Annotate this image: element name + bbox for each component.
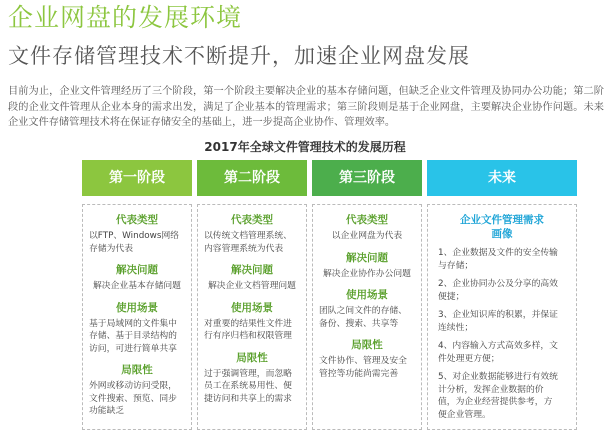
intro-paragraph: 目前为止，企业文件管理经历了三个阶段，第一个阶段主要解决企业的基本存储问题，但缺乏企业文件管理及协同办公功能；第二阶段的企业文件管理从企业本身的需求出发，满足了企业基本的管理需求；第三阶段则是基于企业网盘，主要解决企业协作问题。未来企业文件存储管理技术将在保证存储安全的基础上，进一步提高企业协作、管理效率。 [8, 86, 604, 128]
table-title: 2017年全球文件管理技术的发展历程 [204, 140, 406, 154]
typical-text-3: 以企业网盘为代表 [331, 231, 403, 241]
future-header [427, 160, 577, 196]
limit-label-3: 局限性 [351, 339, 383, 351]
future-body [427, 204, 577, 430]
future-label: 企业文件管理需求画像 [460, 214, 544, 240]
future-item-5: 5、对企业数据能够进行有效统计分析，发挥企业数据的价值，为企业经营提供参考，方便企业管理。 [438, 372, 558, 420]
limit-text-2: 过于强调管理，而忽略员工在系统易用性、便捷访问和共享上的需求 [204, 368, 292, 404]
problem-label-1: 解决问题 [116, 264, 158, 276]
typical-label-2: 代表类型 [231, 214, 273, 226]
typical-label-3: 代表类型 [346, 214, 388, 226]
future-item-2: 2、企业协同办公及分享的高效便捷； [438, 279, 558, 302]
future-name: 未来 [488, 170, 516, 186]
page-title: 企业网盘的发展环境 [8, 3, 243, 32]
limit-text-1: 外网或移动访问受限，文件搜索、预览、同步功能缺乏 [89, 381, 177, 416]
future-item-3: 3、企业知识库的积累，并保证连续性； [438, 310, 558, 333]
typical-text-2: 以传统文档管理系统、内容管理系统为代表 [204, 231, 292, 254]
stage-name-1: 第一阶段 [109, 170, 165, 186]
scene-label-3: 使用场景 [346, 289, 388, 301]
typical-label-1: 代表类型 [116, 214, 158, 226]
scene-label-1: 使用场景 [116, 301, 158, 314]
stage-name-3: 第三阶段 [339, 170, 395, 186]
stage-header-1 [82, 160, 192, 196]
stage-body-1 [82, 204, 192, 430]
problem-text-1: 解决企业基本存储问题 [93, 281, 181, 291]
limit-text-3: 文件协作、管理及安全管控等功能尚需完善 [319, 356, 407, 379]
limit-label-1: 局限性 [121, 364, 153, 376]
problem-text-3: 解决企业协作办公问题 [323, 268, 411, 279]
stage-body-3 [312, 204, 422, 430]
limit-label-2: 局限性 [236, 351, 268, 364]
stage-name-2: 第二阶段 [224, 170, 280, 186]
scene-text-1: 基于局域网的文件集中存储、基于目录结构的访问，可进行简单共享 [89, 318, 177, 354]
page-subtitle: 文件存储管理技术不断提升，加速企业网盘发展 [8, 44, 470, 68]
problem-text-2: 解决企业文档管理问题 [208, 281, 296, 291]
stage-column-2 [197, 160, 307, 430]
future-item-4: 4、内容输入方式高效多样，文件处理更方便； [438, 341, 558, 364]
stage-column-1 [82, 160, 192, 430]
typical-text-1: 以FTP、Windows网络存储为代表 [89, 231, 180, 254]
future-item-1: 1、企业数据及文件的安全传输与存储； [438, 248, 558, 271]
stage-header-3 [312, 160, 422, 196]
scene-text-3: 团队之间文件的存储、备份、搜索、共享等 [319, 306, 407, 329]
stage-body-2 [197, 204, 307, 430]
problem-label-3: 解决问题 [346, 251, 388, 264]
problem-label-2: 解决问题 [231, 264, 273, 276]
stage-header-2 [197, 160, 307, 196]
stage-column-3 [312, 160, 422, 430]
future-column [427, 160, 577, 430]
scene-text-2: 对重要的结果性文件进行有序归档和权限管理 [204, 318, 292, 341]
scene-label-2: 使用场景 [231, 301, 273, 314]
